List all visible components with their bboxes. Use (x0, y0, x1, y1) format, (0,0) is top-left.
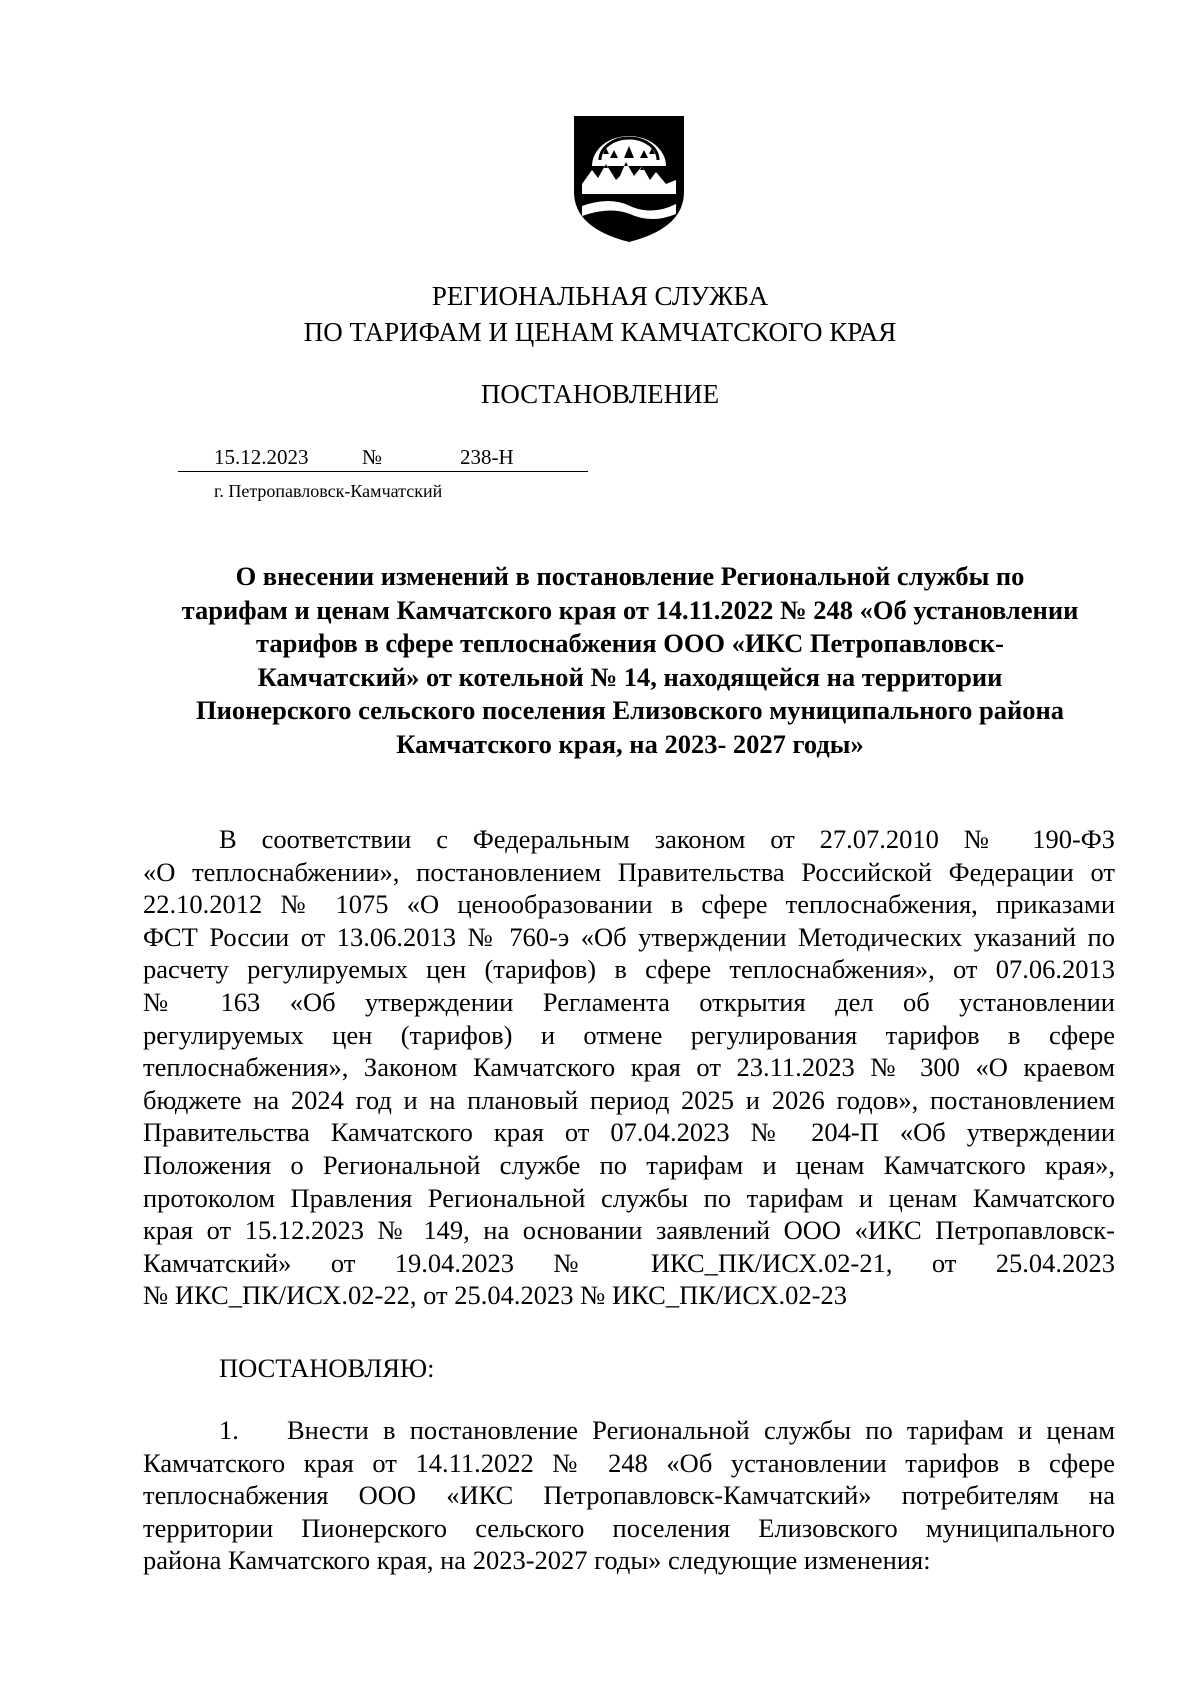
item-number: 1. (219, 1415, 239, 1445)
preamble-line: № ИКС_ПК/ИСХ.02-22, от 25.04.2023 № ИКС_ПК/ИСХ.02-23 (143, 1280, 847, 1311)
preamble-line: ФСТ России от 13.06.2013 № 760-э «Об утверждении Методических указаний по (143, 921, 1115, 952)
preamble-line: Правительства Камчатского края от 07.04.2023 № 204-П «Об утверждении (143, 1117, 1115, 1148)
document-city: г. Петропавловск-Камчатский (214, 481, 443, 501)
preamble-paragraph (143, 823, 1115, 1312)
preamble-line: края от 15.12.2023 № 149, на основании заявлений ООО «ИКС Петропавловск- (143, 1215, 1115, 1246)
preamble-line: Камчатский» от 19.04.2023 № ИКС_ПК/ИСХ.02-21, от 25.04.2023 (143, 1247, 1115, 1278)
item-1-line: района Камчатского края, на 2023-2027 годы» следующие изменения: (143, 1545, 931, 1576)
org-line-1: РЕГИОНАЛЬНАЯ СЛУЖБА (431, 281, 769, 311)
item-1-paragraph (143, 1414, 1115, 1577)
document-number: 238-Н (460, 445, 514, 469)
kamchatka-coat-of-arms-icon (570, 110, 688, 246)
title-line: О внесении изменений в постановление Региональной службы по (235, 561, 1025, 591)
number-sign: № (362, 445, 383, 469)
title-line: тарифам и ценам Камчатского края от 14.11.2022 № 248 «Об установлении (181, 594, 1079, 625)
preamble-line: теплоснабжения», Законом Камчатского края от 23.11.2023 № 300 «О краевом (143, 1052, 1115, 1083)
item-1-line: территории Пионерского сельского поселения Елизовского муниципального (143, 1512, 1115, 1543)
title-line: тарифов в сфере теплоснабжения ООО «ИКС Петропавловск- (256, 628, 1004, 658)
preamble-line: «О теплоснабжении», постановлением Правительства Российской Федерации от (143, 856, 1115, 887)
preamble-line: бюджете на 2024 год и на плановый период 2025 и 2026 годов», постановлением (143, 1084, 1115, 1115)
item-1-line: теплоснабжения ООО «ИКС Петропавловск-Камчатский» потребителям на (143, 1480, 1115, 1511)
title-line: Пионерского сельского поселения Елизовского муниципального района (196, 695, 1064, 725)
item-1-line: Камчатского края от 14.11.2022 № 248 «Об установлении тарифов в сфере (143, 1447, 1115, 1478)
document-title (130, 560, 1130, 761)
title-line: Камчатского края, на 2023- 2027 годы» (396, 728, 864, 759)
preamble-line: В соответствии с Федеральным законом от 27.07.2010 № 190-ФЗ (219, 824, 1115, 854)
preamble-line: Положения о Региональной службе по тарифам и ценам Камчатского края», (143, 1149, 1115, 1180)
preamble-line: расчету регулируемых цен (тарифов) в сфере теплоснабжения», от 07.06.2013 (143, 954, 1115, 985)
preamble-line: 22.10.2012 № 1075 «О ценообразовании в сфере теплоснабжения, приказами (143, 889, 1115, 920)
preamble-line: регулируемых цен (тарифов) и отмене регулирования тарифов в сфере (143, 1019, 1115, 1050)
item-1-first-line (143, 1414, 1115, 1447)
org-line-2: ПО ТАРИФАМ И ЦЕНАМ КАМЧАТСКОГО КРАЯ (303, 317, 897, 347)
decree-word: ПОСТАНОВЛЯЮ: (219, 1353, 435, 1383)
registration-line (178, 443, 588, 472)
document-date: 15.12.2023 (214, 445, 309, 469)
title-line: Камчатский» от котельной № 14, находящейся на территории (257, 661, 1003, 692)
organization-name (0, 278, 1200, 350)
item-1-first-text: Внести в постановление Региональной службы по тарифам и ценам (287, 1415, 1115, 1445)
preamble-line: протоколом Правления Региональной службы по тарифам и ценам Камчатского (143, 1182, 1115, 1213)
document-type: ПОСТАНОВЛЕНИЕ (480, 379, 720, 409)
preamble-line: № 163 «Об утверждении Регламента открытия дел об установлении (143, 986, 1115, 1017)
